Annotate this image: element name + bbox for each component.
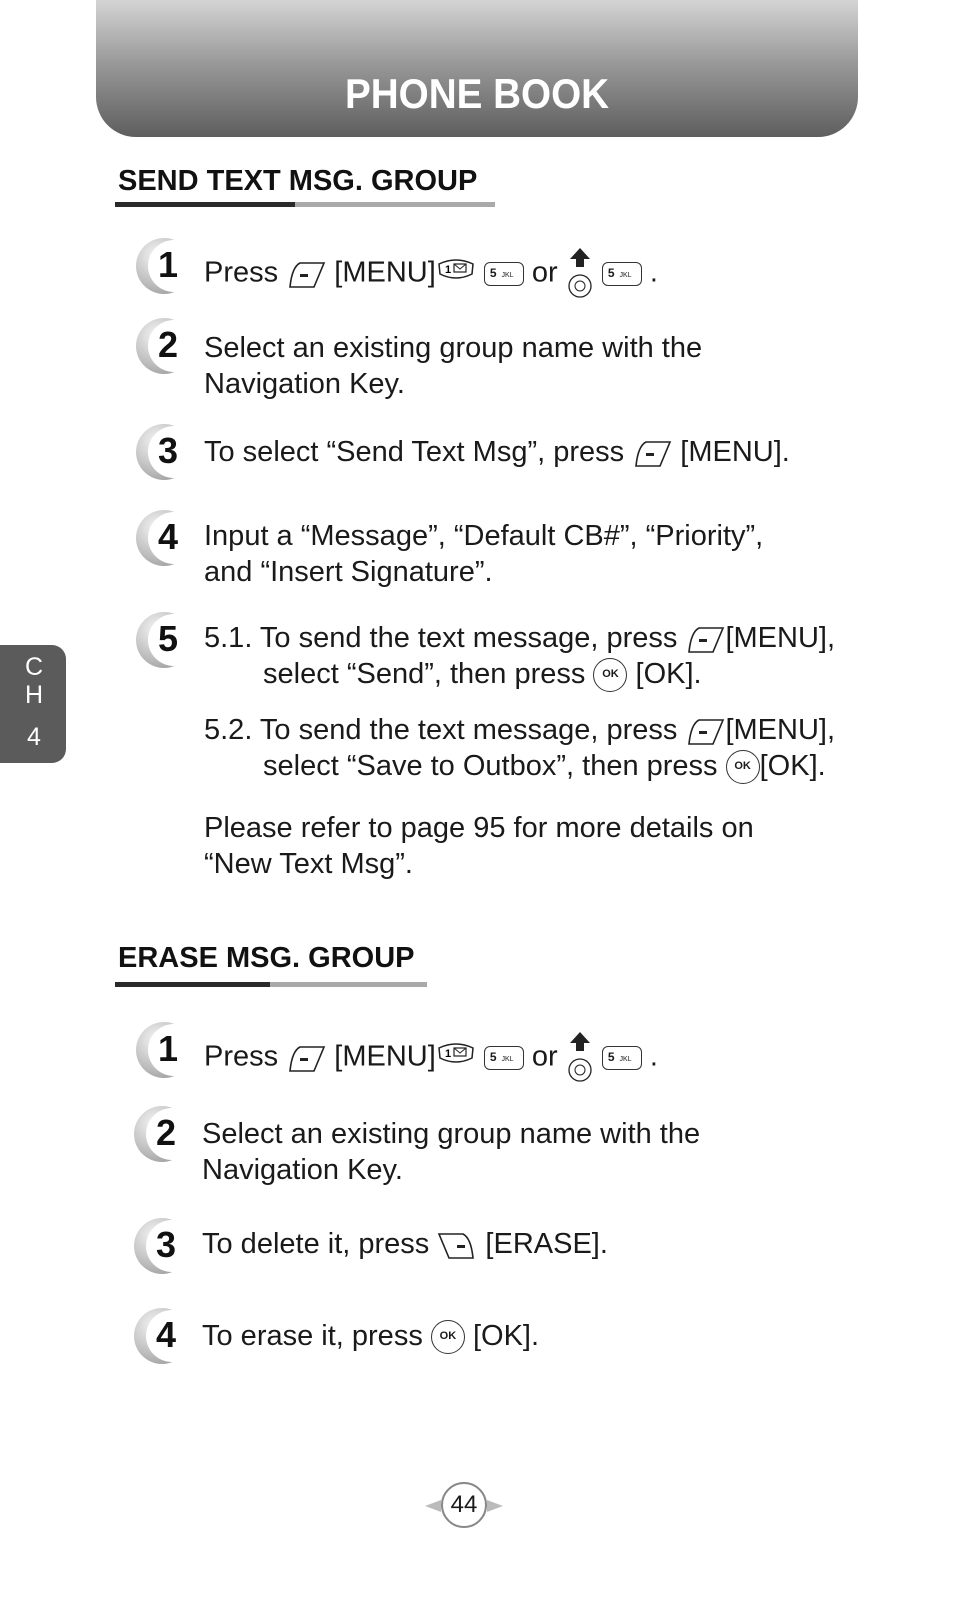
section-underline	[115, 982, 427, 987]
step-number-4: 4	[136, 510, 194, 568]
step-number-5: 5	[136, 612, 194, 670]
step-1-text	[204, 248, 658, 300]
menu-label: [MENU].	[680, 436, 790, 468]
step-5-2-line-2: select “Save to Outbox”, then press OK [OK].	[263, 748, 826, 784]
step-5-2-line-1: 5.2. To send the text message, press [MENU],	[204, 714, 836, 746]
navigation-up-key-icon	[566, 1032, 594, 1084]
navigation-up-key-icon	[566, 248, 594, 300]
left-softkey-icon	[685, 716, 725, 746]
section-title-erase-msg-group: ERASE MSG. GROUP	[118, 942, 415, 974]
key-5-icon: 5 JKL	[484, 1046, 524, 1070]
period: .	[649, 256, 658, 289]
step-5-note-line-2: “New Text Msg”.	[204, 848, 413, 880]
key-1-icon	[436, 256, 476, 293]
erase-step-4-text: To erase it, press OK [OK].	[202, 1318, 539, 1354]
left-softkey-icon	[286, 1043, 326, 1073]
step-number-1: 1	[136, 1022, 194, 1080]
erase-step-2-line-1: Select an existing group name with the	[202, 1118, 701, 1150]
left-softkey-icon	[685, 624, 725, 654]
or-label: or	[531, 256, 558, 289]
step-number-2: 2	[134, 1106, 192, 1164]
left-softkey-icon	[632, 438, 672, 468]
step-5-1-line-2: select “Send”, then press OK [OK].	[263, 656, 702, 692]
chapter-tab-number: 4	[27, 723, 41, 751]
erase-step-3-text: To delete it, press [ERASE].	[202, 1228, 608, 1260]
page-title: PHONE BOOK	[344, 70, 610, 117]
step-3-text	[204, 434, 790, 470]
page-number-left-wing	[425, 1500, 441, 1512]
chapter-tab	[0, 645, 66, 763]
svg-text:1: 1	[444, 1047, 451, 1060]
page-number-right-wing	[487, 1500, 503, 1512]
step-number-1: 1	[136, 238, 194, 296]
step-number-2: 2	[136, 318, 194, 376]
step-4-line-1: Input a “Message”, “Default CB#”, “Priority”,	[204, 520, 764, 552]
step-number-3: 3	[136, 424, 194, 482]
press-label: Press	[204, 256, 279, 289]
step-5-1-line-1: 5.1. To send the text message, press [MENU],	[204, 622, 836, 654]
section-underline	[115, 202, 495, 207]
key-5-icon: 5 JKL	[602, 262, 642, 286]
page-header	[96, 0, 858, 137]
step-2-line-1: Select an existing group name with the	[204, 332, 703, 364]
step-3-instruction: To select “Send Text Msg”, press	[204, 436, 625, 468]
erase-step-2-line-2: Navigation Key.	[202, 1154, 403, 1186]
key-5-icon: 5 JKL	[602, 1046, 642, 1070]
step-2-line-2: Navigation Key.	[204, 368, 405, 400]
left-softkey-icon	[286, 259, 326, 289]
ok-key-icon: OK	[593, 658, 627, 692]
menu-label: [MENU]	[334, 256, 436, 289]
chapter-tab-h: H	[24, 681, 44, 709]
svg-text:1: 1	[444, 263, 451, 276]
step-4-line-2: and “Insert Signature”.	[204, 556, 493, 588]
right-softkey-icon	[437, 1230, 477, 1260]
key-1-icon	[436, 1040, 476, 1077]
ok-key-icon: OK	[431, 1320, 465, 1354]
step-number-3: 3	[134, 1218, 192, 1276]
page-number: 44	[441, 1482, 487, 1528]
key-5-icon: 5 JKL	[484, 262, 524, 286]
chapter-tab-c: C	[24, 653, 44, 681]
step-number-4: 4	[134, 1308, 192, 1366]
step-5-note-line-1: Please refer to page 95 for more details on	[204, 812, 754, 844]
section-title-send-text-msg-group: SEND TEXT MSG. GROUP	[118, 165, 478, 197]
erase-step-1-text: Press [MENU] 1 5 JKL or 5 JKL .	[204, 1032, 658, 1084]
ok-key-icon: OK	[726, 750, 760, 784]
